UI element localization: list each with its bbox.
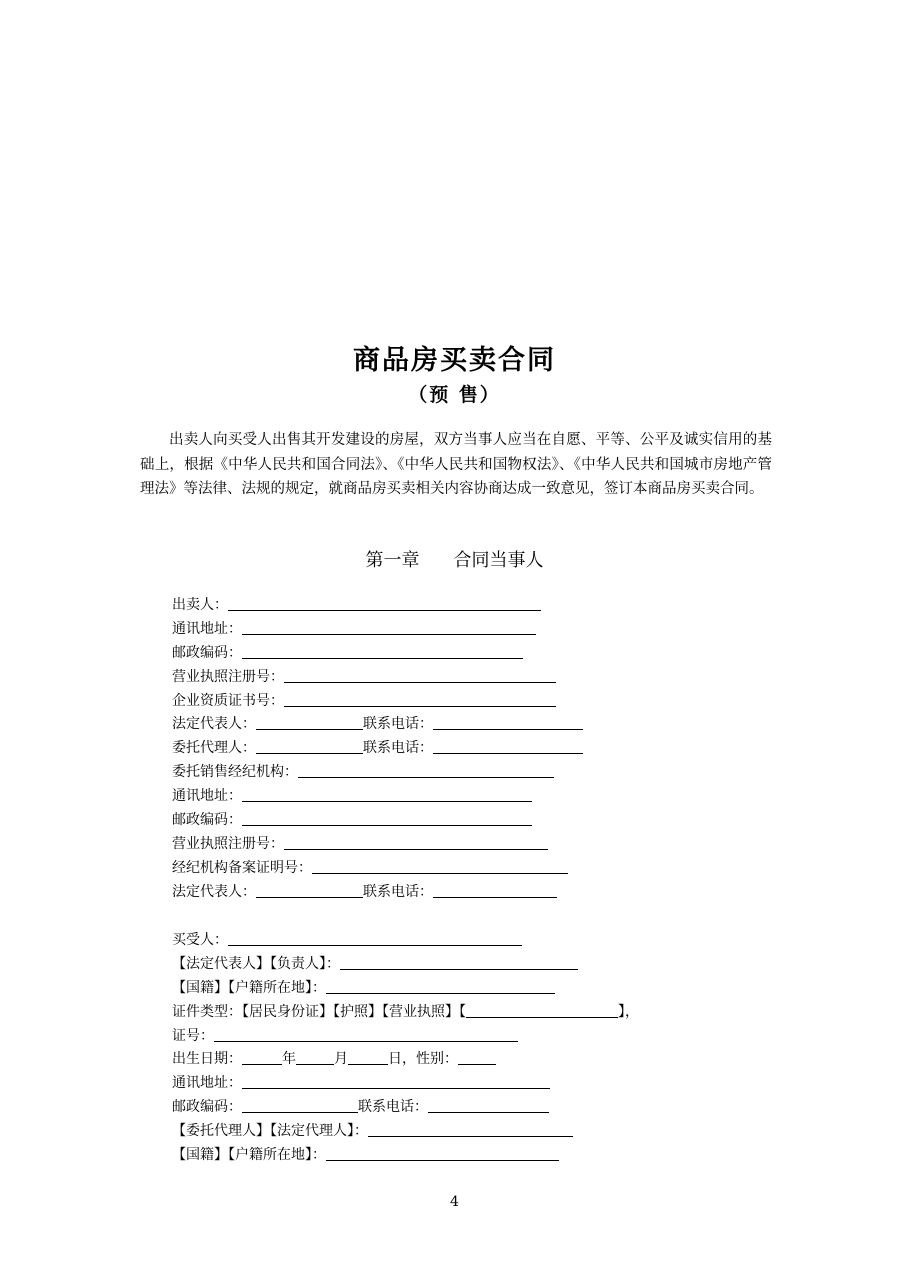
seller-legal-rep-phone-field[interactable] bbox=[433, 714, 583, 730]
seller-qualification-label: 企业资质证书号： bbox=[172, 692, 284, 709]
agency-address-row bbox=[172, 785, 792, 809]
intro-paragraph: 出卖人向买受人出售其开发建设的房屋，双方当事人应当在自愿、平等、公平及诚实信用的基础上，根据《中华人民共和国合同法》、《中华人民共和国物权法》、《中华人民共和国城市房地产管理法》等法律、法规的规定，就商品房买卖相关内容协商达成一致意见，签订本商品房买卖合同。 bbox=[140, 432, 772, 497]
buyer-section bbox=[172, 929, 792, 1168]
birth-year-label: 年 bbox=[282, 1051, 296, 1068]
seller-legal-rep-phone-label: 联系电话： bbox=[363, 716, 433, 733]
seller-legal-rep-field[interactable] bbox=[256, 714, 363, 730]
agency-phone-label: 联系电话： bbox=[363, 883, 433, 900]
seller-agent-row bbox=[172, 737, 792, 761]
agency-label: 委托销售经纪机构： bbox=[172, 764, 298, 781]
agency-address-field[interactable] bbox=[242, 786, 532, 802]
seller-address-label: 通讯地址： bbox=[172, 620, 242, 637]
seller-field[interactable] bbox=[228, 595, 541, 611]
agency-license-row bbox=[172, 833, 792, 857]
seller-address-field[interactable] bbox=[242, 619, 536, 635]
agency-row bbox=[172, 761, 792, 785]
seller-row bbox=[172, 594, 792, 618]
gender-field[interactable] bbox=[458, 1049, 496, 1065]
seller-postcode-row bbox=[172, 642, 792, 666]
buyer-birth-label: 出生日期： bbox=[172, 1051, 242, 1068]
seller-qualification-field[interactable] bbox=[284, 691, 556, 707]
buyer-id-type-label: 证件类型：【居民身份证】【护照】【营业执照】【 bbox=[172, 1003, 466, 1020]
agency-legal-rep-label: 法定代表人： bbox=[172, 883, 256, 900]
buyer-agent-row bbox=[172, 1120, 792, 1144]
birth-year-field[interactable] bbox=[242, 1049, 282, 1065]
buyer-phone-label: 联系电话： bbox=[358, 1099, 428, 1116]
buyer-row bbox=[172, 929, 792, 953]
agency-postcode-field[interactable] bbox=[242, 810, 532, 826]
page-subtitle: （预 售） bbox=[408, 384, 501, 406]
seller-qualification-row bbox=[172, 690, 792, 714]
buyer-id-no-row bbox=[172, 1025, 792, 1049]
agency-license-field[interactable] bbox=[284, 834, 548, 850]
agency-license-label: 营业执照注册号： bbox=[172, 835, 284, 852]
buyer-address-field[interactable] bbox=[242, 1073, 550, 1089]
seller-license-label: 营业执照注册号： bbox=[172, 668, 284, 685]
buyer-id-type-row bbox=[172, 1001, 792, 1025]
chapter-number: 第一章 bbox=[365, 550, 420, 571]
buyer-agent-field[interactable] bbox=[368, 1121, 573, 1137]
seller-postcode-label: 邮政编码： bbox=[172, 644, 242, 661]
buyer-id-type-end: 】， bbox=[618, 1003, 639, 1020]
seller-agent-phone-field[interactable] bbox=[433, 738, 583, 754]
birth-day-gender-label: 日，性别： bbox=[388, 1051, 458, 1068]
chapter-name: 合同当事人 bbox=[453, 550, 544, 571]
page-title: 商品房买卖合同 bbox=[353, 345, 556, 376]
chapter-heading bbox=[0, 546, 909, 572]
seller-label: 出卖人： bbox=[172, 597, 228, 613]
buyer-address-label: 通讯地址： bbox=[172, 1075, 242, 1092]
agency-record-field[interactable] bbox=[312, 858, 568, 874]
buyer-rep-label: 【法定代表人】【负责人】： bbox=[172, 955, 340, 972]
agency-address-label: 通讯地址： bbox=[172, 788, 242, 805]
buyer-address-row bbox=[172, 1072, 792, 1096]
buyer-agent-nationality-field[interactable] bbox=[326, 1145, 559, 1161]
buyer-birth-row bbox=[172, 1048, 792, 1072]
buyer-field[interactable] bbox=[228, 930, 522, 946]
buyer-nationality-label: 【国籍】【户籍所在地】： bbox=[172, 979, 326, 996]
agency-record-row bbox=[172, 857, 792, 881]
seller-section bbox=[172, 594, 792, 905]
buyer-nationality-field[interactable] bbox=[326, 978, 555, 994]
seller-license-field[interactable] bbox=[284, 667, 556, 683]
agency-field[interactable] bbox=[298, 762, 554, 778]
buyer-postcode-label: 邮政编码： bbox=[172, 1099, 242, 1116]
seller-agent-label: 委托代理人： bbox=[172, 740, 256, 757]
agency-legal-rep-field[interactable] bbox=[256, 882, 363, 898]
seller-legal-rep-label: 法定代表人： bbox=[172, 716, 256, 733]
agency-phone-field[interactable] bbox=[433, 882, 557, 898]
seller-address-row bbox=[172, 618, 792, 642]
seller-agent-field[interactable] bbox=[256, 738, 363, 754]
agency-record-label: 经纪机构备案证明号： bbox=[172, 859, 312, 876]
buyer-postcode-row bbox=[172, 1096, 792, 1120]
buyer-agent-nationality-label: 【国籍】【户籍所在地】： bbox=[172, 1147, 326, 1164]
buyer-agent-label: 【委托代理人】【法定代理人】： bbox=[172, 1123, 368, 1140]
seller-agent-phone-label: 联系电话： bbox=[363, 740, 433, 757]
buyer-phone-field[interactable] bbox=[428, 1097, 549, 1113]
buyer-rep-field[interactable] bbox=[340, 954, 578, 970]
buyer-id-type-field[interactable] bbox=[466, 1002, 618, 1018]
seller-license-row bbox=[172, 666, 792, 690]
buyer-agent-nationality-row bbox=[172, 1144, 792, 1168]
seller-postcode-field[interactable] bbox=[242, 643, 523, 659]
buyer-nationality-row bbox=[172, 977, 792, 1001]
buyer-id-no-label: 证号： bbox=[172, 1027, 214, 1044]
birth-month-field[interactable] bbox=[296, 1049, 334, 1065]
agency-legal-rep-row bbox=[172, 881, 792, 905]
agency-postcode-row bbox=[172, 809, 792, 833]
buyer-postcode-field[interactable] bbox=[242, 1097, 358, 1113]
buyer-rep-row bbox=[172, 953, 792, 977]
buyer-label: 买受人： bbox=[172, 932, 228, 948]
birth-month-label: 月 bbox=[334, 1051, 348, 1068]
page-number: 4 bbox=[450, 1194, 459, 1210]
seller-legal-rep-row bbox=[172, 713, 792, 737]
birth-day-field[interactable] bbox=[348, 1049, 388, 1065]
buyer-id-no-field[interactable] bbox=[214, 1026, 518, 1042]
agency-postcode-label: 邮政编码： bbox=[172, 812, 242, 829]
